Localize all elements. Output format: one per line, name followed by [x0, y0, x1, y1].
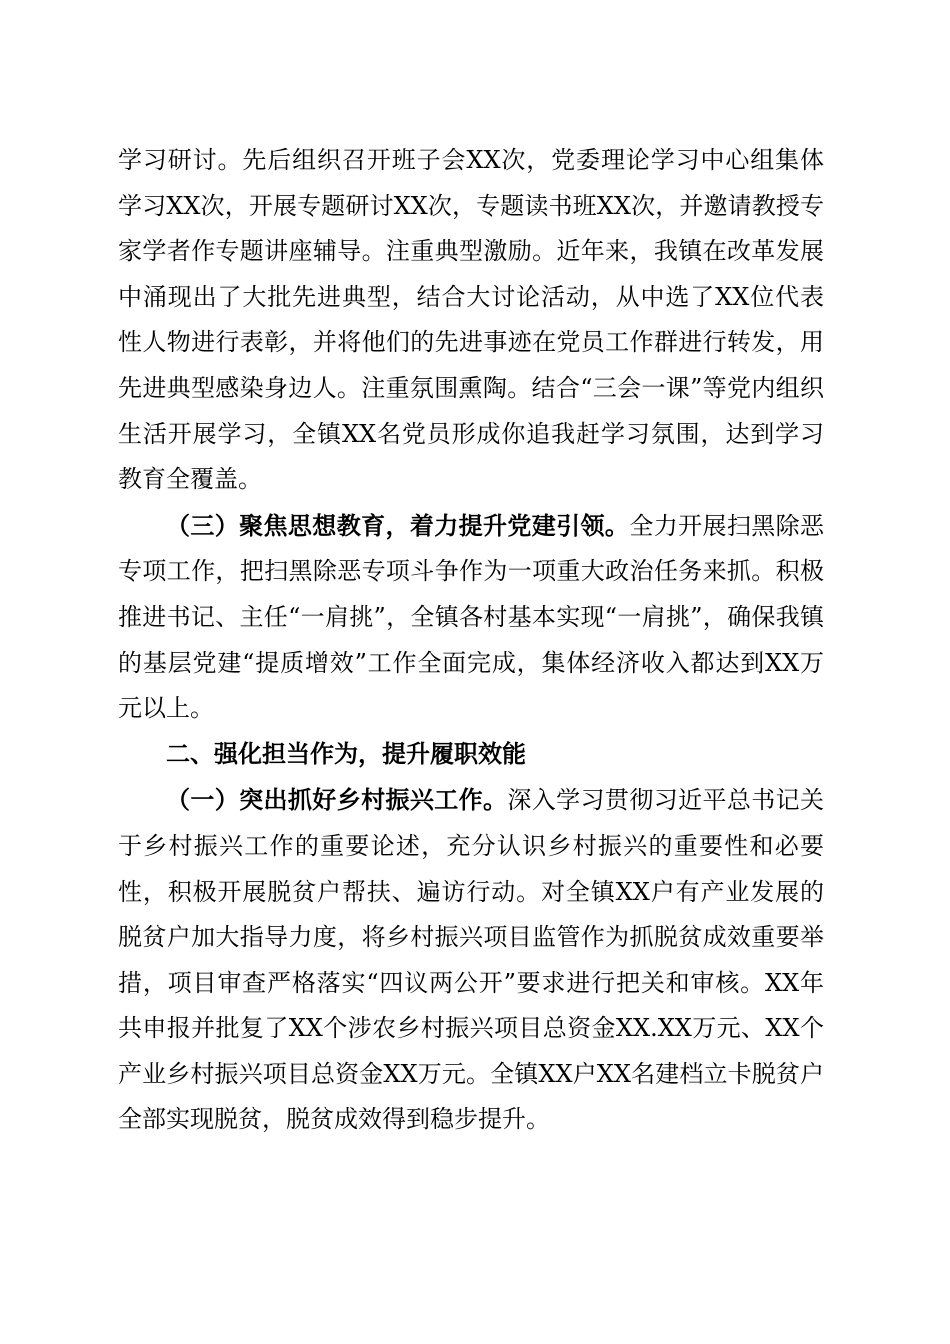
- section-lead-3: （三）聚焦思想教育，着力提升党建引领。: [166, 510, 630, 540]
- paragraph-text: 深入学习贯彻习近平总书记关于乡村振兴工作的重要论述，充分认识乡村振兴的重要性和必要性，积极开展脱贫户帮扶、遍访行动。对全镇XX户有产业发展的脱贫户加大指导力度，将乡村振兴项目监管作为抓脱贫成效重要举措，项目审查严格落实“四议两公开”要求进行把关和审核。XX年共申报并批复了XX个涉农乡村振兴项目总资金XX.XX万元、XX个产业乡村振兴项目总资金XX万元。全镇XX户XX名建档立卡脱贫户全部实现脱贫，脱贫成效得到稳步提升。: [118, 786, 825, 1134]
- section-lead-1: （一）突出抓好乡村振兴工作。: [166, 785, 508, 815]
- document-page: [118, 138, 824, 1143]
- paragraph-rural-revitalization: [118, 777, 824, 1143]
- section-heading-2: 二、强化担当作为，提升履职效能: [166, 739, 526, 768]
- paragraph-study-seminar: [118, 138, 824, 503]
- paragraph-text: 全力开展扫黑除恶专项工作，把扫黑除恶专项斗争作为一项重大政治任务来抓。积极推进书记、主任“一肩挑”，全镇各村基本实现“一肩挑”，确保我镇的基层党建“提质增效”工作全面完成，集体经济收入都达到XX万元以上。: [118, 511, 825, 723]
- paragraph-ideological-education: [118, 503, 824, 732]
- paragraph-text: 学习研讨。先后组织召开班子会XX次，党委理论学习中心组集体学习XX次，开展专题研讨XX次，专题读书班XX次，并邀请教授专家学者作专题讲座辅导。注重典型激励。近年来，我镇在改革发展中涌现出了大批先进典型，结合大讨论活动，从中选了XX位代表性人物进行表彰，并将他们的先进事迹在党员工作群进行转发，用先进典型感染身边人。注重氛围熏陶。结合“三会一课”等党内组织生活开展学习，全镇XX名党员形成你追我赶学习氛围，达到学习教育全覆盖。: [118, 146, 824, 494]
